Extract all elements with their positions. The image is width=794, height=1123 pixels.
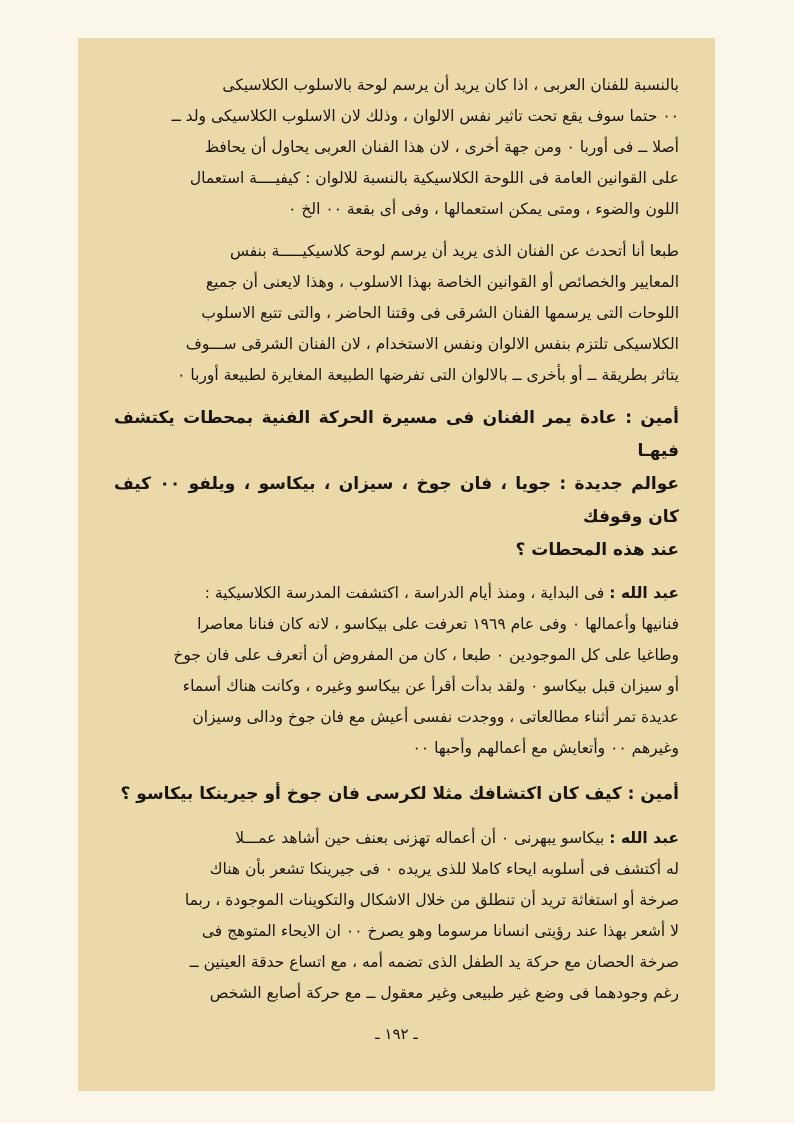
book-page — [78, 38, 715, 1091]
text-line — [114, 329, 679, 360]
line-text: اللوحات التى يرسمها الفنان الشرقى فى وقتنا الحاضر ، والتى تتبع الاسلوب — [201, 304, 679, 322]
line-text: يتاثر بطريقة ــ أو بأخرى ــ بالالوان التى تفرضها الطبيعة المغايرة لطبيعة أوربا ٠ — [177, 366, 679, 384]
text-line — [114, 402, 679, 468]
line-text: وغيرهم ٠٠ وأتعايش مع أعمالهم وأحبها ٠٠ — [412, 739, 679, 757]
paragraph — [114, 778, 679, 811]
text-line — [114, 163, 679, 194]
speaker-name: عبد الله : — [609, 584, 679, 602]
text-line — [114, 640, 679, 671]
line-text: اللون والضوء ، ومتى يمكن استعمالها ، وفى أى بقعة ٠٠ الخ ٠ — [288, 200, 679, 218]
text-line — [114, 947, 679, 978]
line-text: ٠٠ حتما سوف يقع تحت تاثير نفس الالوان ، وذلك لان الاسلوب الكلاسيكى ولد ــ — [171, 107, 679, 125]
paragraph — [114, 402, 679, 567]
line-text: طبعا أنا أتحدث عن الفنان الذى يريد أن يرسم لوحة كلاسيكيـــــة بنفس — [229, 242, 679, 260]
line-text: الكلاسيكى تلتزم بنفس الالوان ونفس الاستخدام ، لان الفنان الشرقى ســـوف — [185, 335, 679, 353]
line-text: صرخة الحصان مع حركة يد الطفل الذى تضمه أمه ، مع اتساع حدقة العينين ــ — [189, 953, 679, 971]
line-text: لا أشعر بهذا عند رؤيتى انسانا مرسوما وهو يصرخ ٠٠ ان الايحاء المتوهج فى — [201, 922, 679, 940]
text-line — [114, 267, 679, 298]
line-text: له أكتشف فى أسلوبه ايحاء كاملا للذى يريده ٠ فى جيرينكا تشعر بأن هناك — [209, 860, 679, 878]
line-text: أمين : عادة يمر الفنان فى مسيرة الحركة الفنية بمحطات يكتشف فيهـا — [114, 408, 679, 461]
line-text: فى البداية ، ومنذ أيام الدراسة ، اكتشفت المدرسة الكلاسيكية : — [204, 584, 605, 602]
paragraph — [114, 578, 679, 764]
text-line — [114, 194, 679, 225]
text-line — [114, 823, 679, 854]
text-line — [114, 534, 679, 567]
line-text: رغم وجودهما فى وضع غير طبيعى وغير معقول ــ مع حركة أصابع الشخص — [209, 984, 679, 1002]
line-text: أو سيزان قبل بيكاسو ٠ ولقد بدأت أقرأ عن بيكاسو وغيره ، وكانت هناك أسماء — [182, 677, 679, 695]
text-line — [114, 916, 679, 947]
text-line — [114, 733, 679, 764]
text-line — [114, 101, 679, 132]
text-line — [114, 468, 679, 534]
text-line — [114, 132, 679, 163]
text-line — [114, 236, 679, 267]
text-line — [114, 671, 679, 702]
line-text: عوالم جديدة : جويا ، فان جوخ ، سيزان ، بيكاسو ، ويلفو ٠٠ كيف كان وقوفك — [114, 474, 679, 527]
text-line — [114, 778, 679, 811]
page-number: ـ ١٩٢ ـ — [375, 1025, 418, 1043]
page-text-body — [114, 70, 679, 1009]
paragraph — [114, 236, 679, 391]
text-line — [114, 360, 679, 391]
text-line — [114, 854, 679, 885]
line-text: فنانيها وأعمالها ٠ وفى عام ١٩٦٩ تعرفت على بيكاسو ، لانه كان فنانا معاصرا — [197, 615, 679, 633]
line-text: المعايير والخصائص أو القوانين الخاصة بهذا الاسلوب ، وهذا لايعنى أن جميع — [205, 273, 679, 291]
text-line — [114, 978, 679, 1009]
text-line — [114, 702, 679, 733]
text-line — [114, 609, 679, 640]
line-text: على القوانين العامة فى اللوحة الكلاسيكية بالنسبة للالوان : كيفيــــة استعمال — [189, 169, 679, 187]
line-text: وطاغيا على كل الموجودين ٠ طبعا ، كان من المفروض أن أتعرف على فان جوخ — [173, 646, 679, 664]
line-text: أمين : كيف كان اكتشافك مثلا لكرسى فان جوخ أو جيرينكا بيكاسو ؟ — [120, 784, 679, 804]
paragraph — [114, 823, 679, 1009]
line-text: عديدة تمر أثناء مطالعاتى ، ووجدت نفسى أعيش مع فان جوخ ودالى وسيزان — [192, 708, 679, 726]
text-line — [114, 885, 679, 916]
line-text: بيكاسو يبهرنى ٠ أن أعماله تهزنى بعنف حين أشاهد عمـــلا — [235, 829, 605, 847]
text-line — [114, 70, 679, 101]
paragraph — [114, 70, 679, 225]
line-text: عند هذه المحطات ؟ — [515, 540, 679, 560]
line-text: أصلا ــ فى أوربا ٠ ومن جهة أخرى ، لان هذا الفنان العربى يحاول أن يحافظ — [204, 138, 679, 156]
line-text: بالنسبة للفنان العربى ، اذا كان يريد أن يرسم لوحة بالاسلوب الكلاسيكى — [222, 76, 679, 94]
line-text: صرخة أو استغاثة تريد أن تنطلق من خلال الاشكال والتكوينات الموجودة ، ربما — [184, 891, 679, 909]
text-line — [114, 578, 679, 609]
speaker-name: عبد الله : — [609, 829, 679, 847]
text-line — [114, 298, 679, 329]
